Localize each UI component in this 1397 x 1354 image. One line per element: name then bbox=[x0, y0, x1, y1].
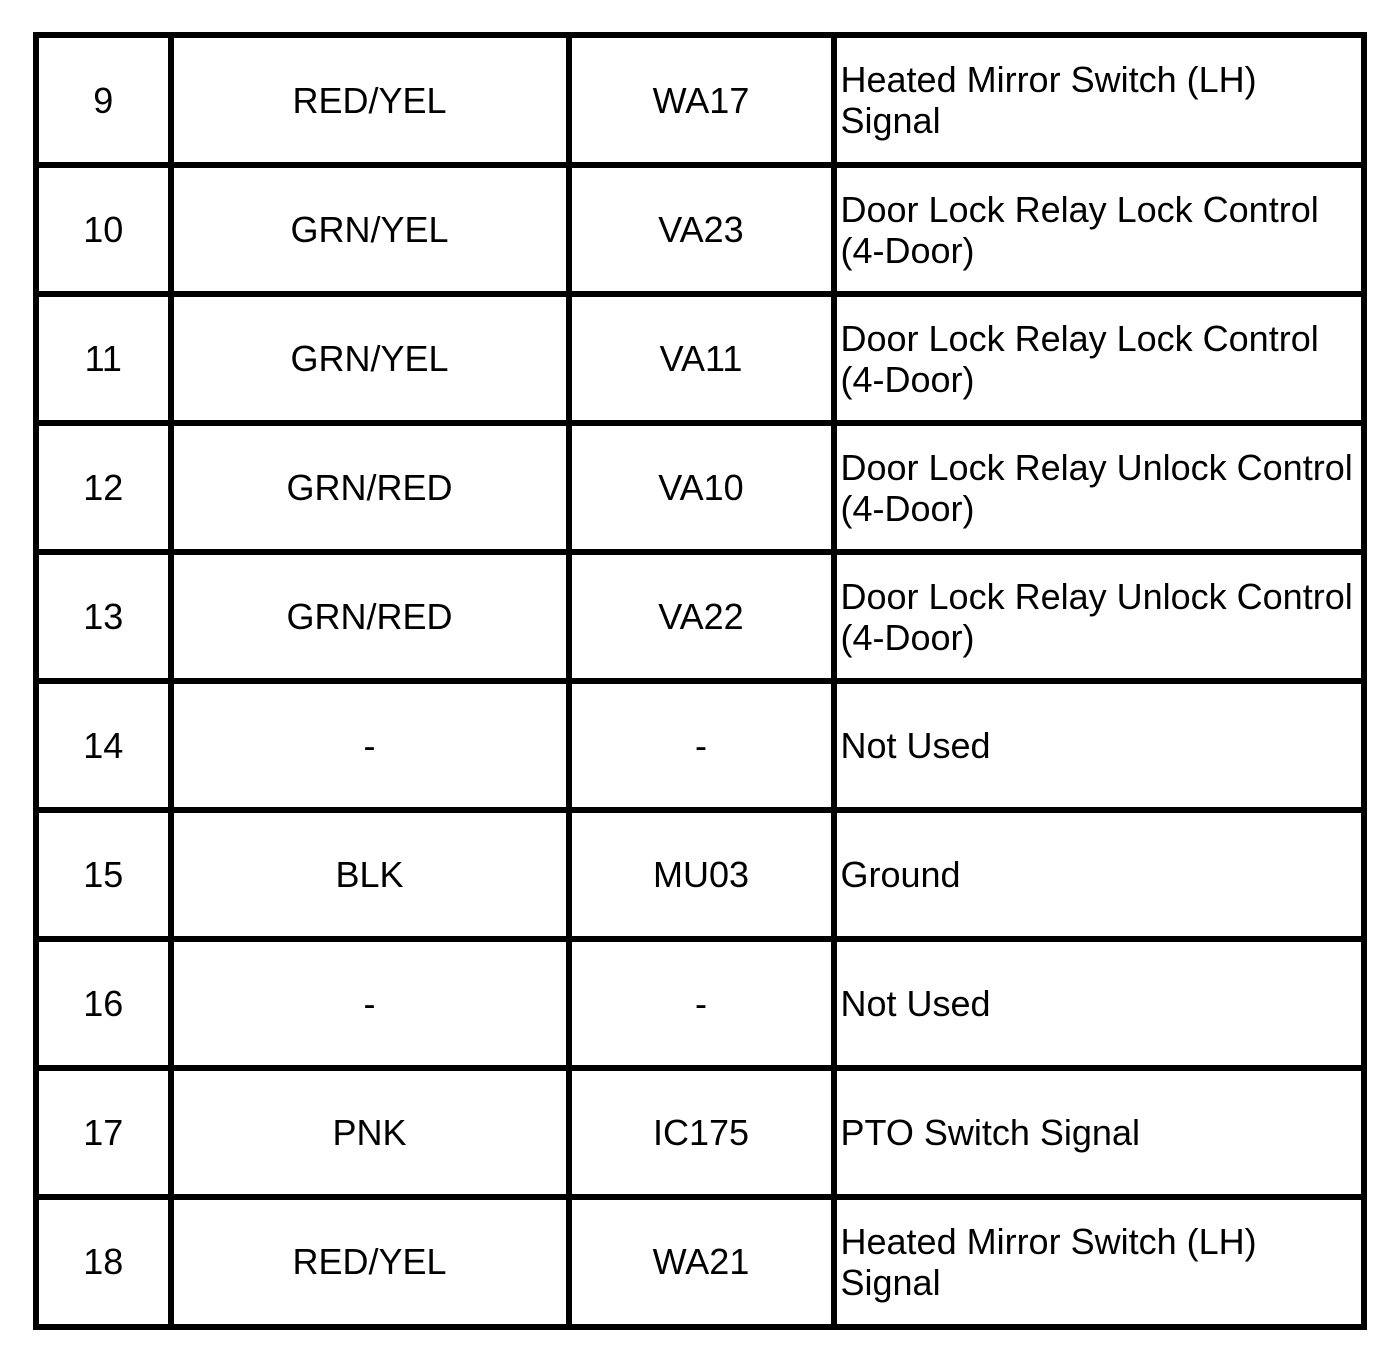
table-row bbox=[38, 939, 1363, 1068]
table-row bbox=[38, 37, 1363, 166]
pin-number: 14 bbox=[38, 681, 171, 810]
pin-description: PTO Switch Signal bbox=[834, 1068, 1363, 1197]
circuit-code: VA11 bbox=[569, 294, 834, 423]
pin-description: Door Lock Relay Unlock Control (4-Door) bbox=[834, 552, 1363, 681]
pin-number: 16 bbox=[38, 939, 171, 1068]
pin-number: 11 bbox=[38, 294, 171, 423]
circuit-code: WA17 bbox=[569, 37, 834, 166]
pin-description: Heated Mirror Switch (LH) Signal bbox=[834, 1197, 1363, 1326]
table-row bbox=[38, 1068, 1363, 1197]
wire-color: GRN/YEL bbox=[171, 294, 569, 423]
pin-description: Not Used bbox=[834, 681, 1363, 810]
circuit-code: VA23 bbox=[569, 165, 834, 294]
table-row bbox=[38, 165, 1363, 294]
circuit-code: - bbox=[569, 939, 834, 1068]
table-row bbox=[38, 810, 1363, 939]
circuit-code: VA10 bbox=[569, 423, 834, 552]
pin-number: 9 bbox=[38, 37, 171, 166]
pin-description: Door Lock Relay Lock Control (4-Door) bbox=[834, 294, 1363, 423]
pin-number: 18 bbox=[38, 1197, 171, 1326]
pin-number: 17 bbox=[38, 1068, 171, 1197]
wire-color: GRN/RED bbox=[171, 423, 569, 552]
pin-number: 13 bbox=[38, 552, 171, 681]
wire-color: PNK bbox=[171, 1068, 569, 1197]
wire-color: RED/YEL bbox=[171, 1197, 569, 1326]
table-row bbox=[38, 1197, 1363, 1326]
pin-number: 15 bbox=[38, 810, 171, 939]
table-row bbox=[38, 423, 1363, 552]
circuit-code: WA21 bbox=[569, 1197, 834, 1326]
wire-color: - bbox=[171, 939, 569, 1068]
circuit-code: - bbox=[569, 681, 834, 810]
pin-number: 10 bbox=[38, 165, 171, 294]
connector-pinout-table bbox=[33, 32, 1367, 1330]
pin-description: Door Lock Relay Lock Control (4-Door) bbox=[834, 165, 1363, 294]
wire-color: GRN/YEL bbox=[171, 165, 569, 294]
pin-description: Ground bbox=[834, 810, 1363, 939]
table-row bbox=[38, 552, 1363, 681]
pin-description: Heated Mirror Switch (LH) Signal bbox=[834, 37, 1363, 166]
pin-description: Not Used bbox=[834, 939, 1363, 1068]
pin-number: 12 bbox=[38, 423, 171, 552]
wire-color: GRN/RED bbox=[171, 552, 569, 681]
wire-color: - bbox=[171, 681, 569, 810]
wire-color: BLK bbox=[171, 810, 569, 939]
table-row bbox=[38, 294, 1363, 423]
circuit-code: VA22 bbox=[569, 552, 834, 681]
wire-color: RED/YEL bbox=[171, 37, 569, 166]
pinout-table bbox=[36, 35, 1364, 1327]
circuit-code: IC175 bbox=[569, 1068, 834, 1197]
table-row bbox=[38, 681, 1363, 810]
pin-description: Door Lock Relay Unlock Control (4-Door) bbox=[834, 423, 1363, 552]
circuit-code: MU03 bbox=[569, 810, 834, 939]
